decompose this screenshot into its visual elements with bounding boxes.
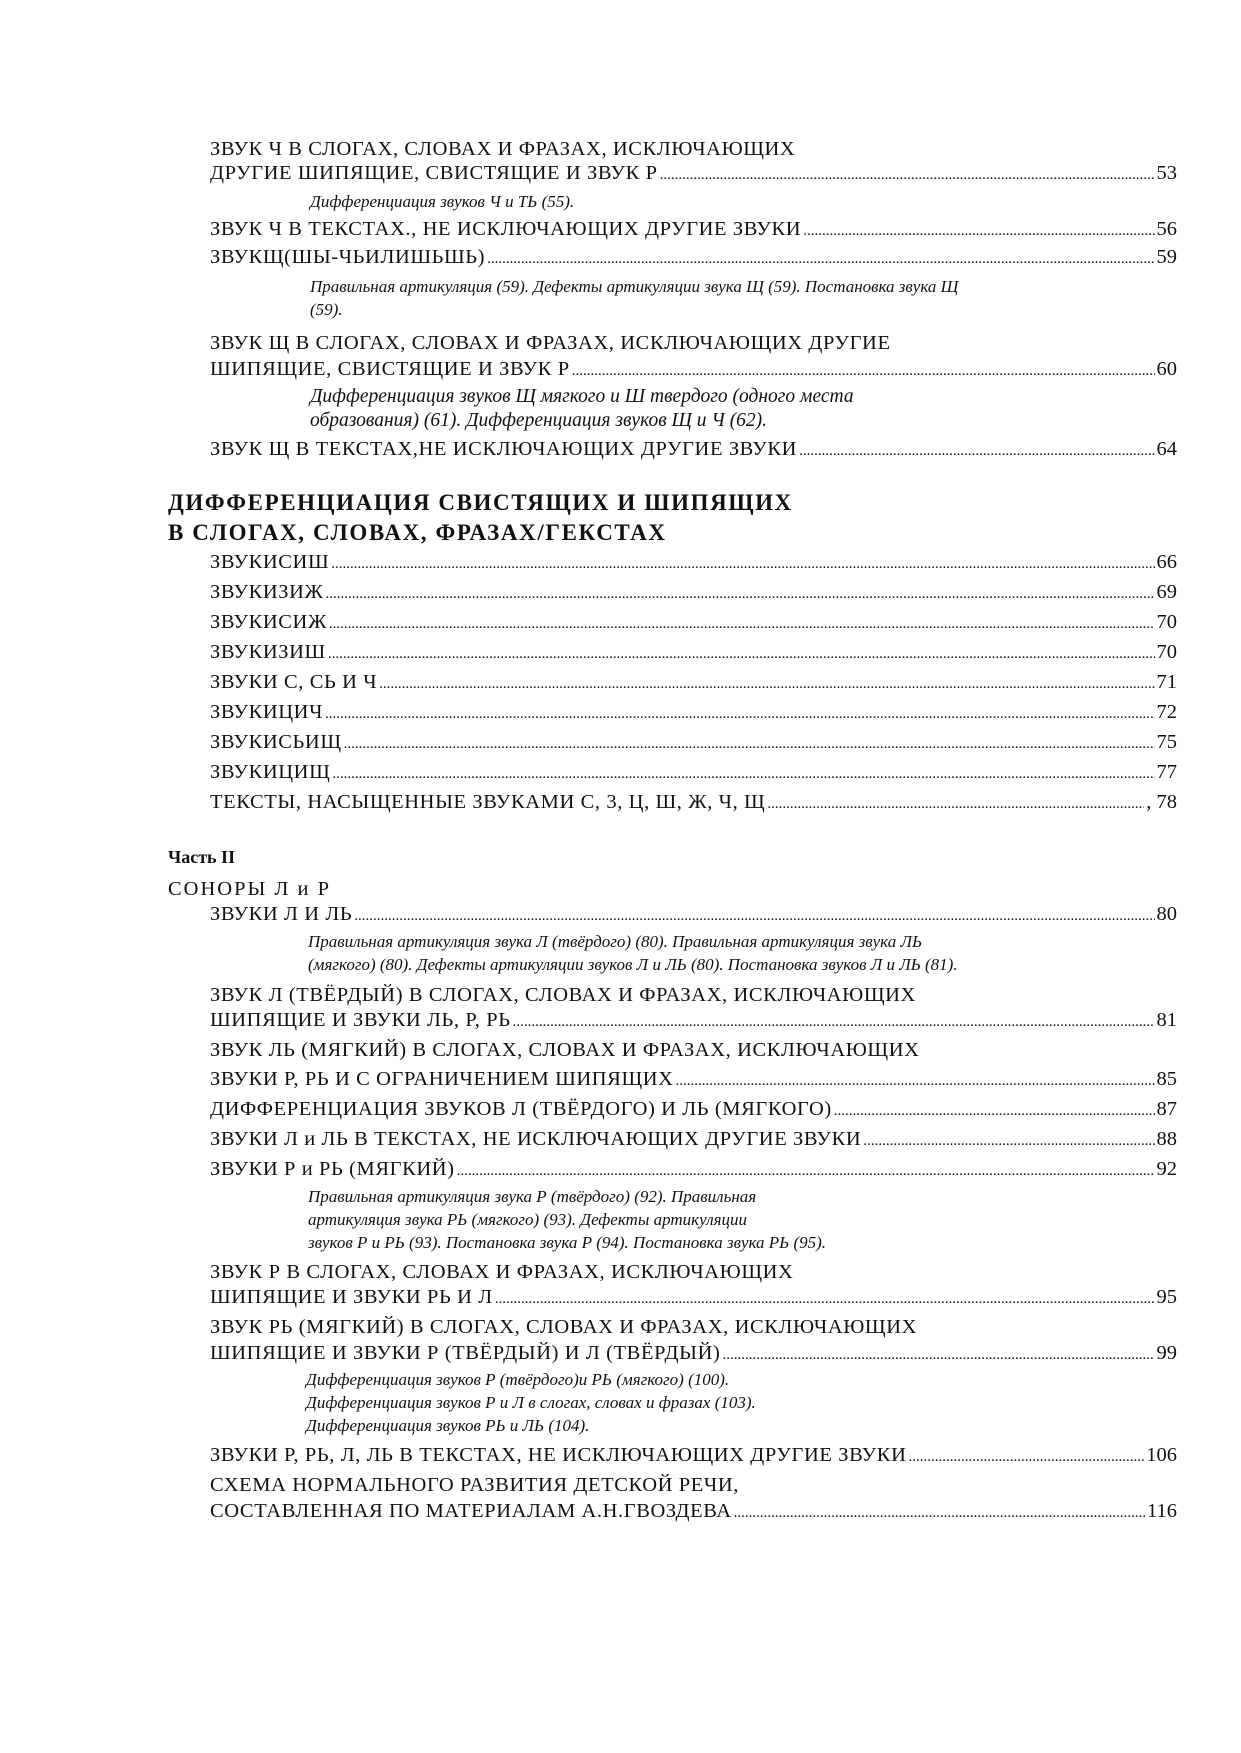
toc-entry[interactable] (210, 551, 1177, 574)
toc-entry-note: (мягкого) (80). Дефекты артикуляции звуков Л и ЛЬ (80). Постановка звуков Л и ЛЬ (81). (308, 955, 958, 974)
toc-entry-title: ШИПЯЩИЕ И ЗВУКИ РЬ И Л (210, 1286, 493, 1308)
toc-entry-page: 85 (1156, 1068, 1177, 1090)
toc-entry[interactable] (210, 1286, 1177, 1309)
toc-entry-title: ЗВУКИСИЖ (210, 611, 327, 633)
toc-entry-note: артикуляция звука РЬ (мягкого) (93). Дефекты артикуляции (308, 1210, 748, 1229)
toc-entry[interactable] (210, 761, 1177, 784)
toc-entry-page: 99 (1156, 1342, 1177, 1364)
dot-leader (331, 556, 1154, 573)
toc-entry-title: ЗВУКИ Р, РЬ, Л, ЛЬ В ТЕКСТАХ, НЕ ИСКЛЮЧАЮЩИХ ДРУГИЕ ЗВУКИ (210, 1444, 907, 1466)
toc-entry-page: 87 (1156, 1098, 1177, 1120)
toc-entry-page: 70 (1156, 641, 1177, 663)
toc-entry[interactable] (210, 611, 1177, 634)
toc-entry-title: ЗВУКИ Р, РЬ И С ОГРАНИЧЕНИЕМ ШИПЯЩИХ (210, 1068, 674, 1090)
toc-entry[interactable] (210, 641, 1177, 664)
toc-entry-title: ЗВУКИ С, СЬ И Ч (210, 671, 378, 693)
dot-leader (329, 616, 1155, 633)
toc-entry-page: 71 (1156, 671, 1177, 693)
toc-entry-title: ЗВУКИЗИШ (210, 641, 326, 663)
toc-entry-note: (59). (310, 300, 343, 319)
toc-entry-title: ЗВУКИЗИЖ (210, 581, 324, 603)
dot-leader (767, 796, 1144, 813)
dot-leader (487, 251, 1154, 268)
toc-entry[interactable] (210, 246, 1177, 269)
toc-entry-page: 116 (1147, 1500, 1177, 1522)
toc-entry-page: 75 (1156, 731, 1177, 753)
toc-entry-title: ШИПЯЩИЕ И ЗВУКИ ЛЬ, Р, РЬ (210, 1009, 511, 1031)
dot-leader (325, 706, 1154, 723)
toc-entry-title: ДИФФЕРЕНЦИАЦИЯ ЗВУКОВ Л (ТВЁРДОГО) И ЛЬ (МЯГКОГО) (210, 1098, 832, 1120)
toc-entry-page: 81 (1156, 1009, 1177, 1031)
toc-entry-page: 53 (1156, 162, 1177, 184)
toc-entry-note: Правильная артикуляция (59). Дефекты артикуляции звука Щ (59). Постановка звука Щ (310, 277, 959, 296)
toc-entry-title: ЗВУКИЦИЧ (210, 701, 324, 723)
dot-leader (326, 586, 1155, 603)
toc-entry-title: ЗВУКИСИШ (210, 551, 330, 573)
toc-entry-note: Дифференциация звуков Ч и ТЬ (55). (310, 192, 575, 211)
toc-entry-note: звуков Р и РЬ (93). Постановка звука Р (94). Постановка звука РЬ (95). (308, 1233, 827, 1252)
toc-entry-title: ДРУГИЕ ШИПЯЩИЕ, СВИСТЯЩИЕ И ЗВУК Р (210, 162, 658, 184)
toc-entry-page: 95 (1156, 1286, 1177, 1308)
toc-entry-title: ШИПЯЩИЕ И ЗВУКИ Р (ТВЁРДЫЙ) И Л (ТВЁРДЫЙ) (210, 1342, 721, 1364)
dot-leader (572, 363, 1155, 380)
dot-leader (676, 1073, 1155, 1090)
toc-entry-page: 106 (1146, 1444, 1177, 1466)
dot-leader (660, 167, 1155, 184)
toc-entry-title: ЗВУКИ Л И ЛЬ (210, 903, 353, 925)
dot-leader (344, 736, 1155, 753)
toc-entry-note: Дифференциация звуков Щ мягкого и Ш твердого (одного места (310, 386, 854, 407)
dot-leader (834, 1103, 1155, 1120)
toc-entry-title: ШИПЯЩИЕ, СВИСТЯЩИЕ И ЗВУК Р (210, 358, 570, 380)
dot-leader (863, 1133, 1154, 1150)
toc-entry-title: ЗВУК Щ В ТЕКСТАХ,НЕ ИСКЛЮЧАЮЩИХ ДРУГИЕ ЗВУКИ (210, 438, 798, 460)
toc-entry[interactable] (210, 1128, 1177, 1151)
dot-leader (328, 646, 1155, 663)
section-heading: ДИФФЕРЕНЦИАЦИЯ СВИСТЯЩИХ И ШИПЯЩИХ (168, 490, 793, 515)
dot-leader (457, 1163, 1155, 1180)
toc-entry-page: 64 (1156, 438, 1177, 460)
toc-entry-title: ЗВУКЩ(ШЫ-ЧЬИЛИШЬШЬ) (210, 246, 486, 268)
toc-entry-title: ЗВУК Ч В ТЕКСТАХ., НЕ ИСКЛЮЧАЮЩИХ ДРУГИЕ ЗВУКИ (210, 218, 802, 240)
toc-entry-title-line: ЗВУК Л (ТВЁРДЫЙ) В СЛОГАХ, СЛОВАХ И ФРАЗАХ, ИСКЛЮЧАЮЩИХ (210, 984, 916, 1006)
toc-entry[interactable] (210, 358, 1177, 381)
toc-entry-page: 70 (1156, 611, 1177, 633)
toc-entry-note: образования) (61). Дифференциация звуков Щ и Ч (62). (310, 410, 768, 431)
toc-entry-title-line: ЗВУК Ч В СЛОГАХ, СЛОВАХ И ФРАЗАХ, ИСКЛЮЧАЮЩИХ (210, 138, 796, 160)
toc-entry-title-line: ЗВУК ЛЬ (МЯГКИЙ) В СЛОГАХ, СЛОВАХ И ФРАЗАХ, ИСКЛЮЧАЮЩИХ (210, 1039, 920, 1061)
toc-entry-page: 66 (1156, 551, 1177, 573)
toc-entry-note: Правильная артикуляция звука Р (твёрдого) (92). Правильная (308, 1187, 757, 1206)
toc-entry[interactable] (210, 1158, 1177, 1181)
toc-entry[interactable] (210, 1342, 1177, 1365)
toc-entry-title-line: СХЕМА НОРМАЛЬНОГО РАЗВИТИЯ ДЕТСКОЙ РЕЧИ, (210, 1474, 739, 1496)
toc-entry[interactable] (210, 791, 1177, 814)
toc-entry-page: 72 (1156, 701, 1177, 723)
toc-entry[interactable] (210, 671, 1177, 694)
toc-entry-title: ЗВУКИЦИЩ (210, 761, 331, 783)
dot-leader (513, 1014, 1155, 1031)
toc-entry[interactable] (210, 438, 1177, 461)
toc-entry[interactable] (210, 1098, 1177, 1121)
dot-leader (354, 908, 1154, 925)
section-heading: В СЛОГАХ, СЛОВАХ, ФРАЗАХ/ГЕКСТАХ (168, 520, 667, 545)
toc-entry[interactable] (210, 1444, 1177, 1467)
toc-entry-title: ЗВУКИ Р и РЬ (МЯГКИЙ) (210, 1158, 455, 1180)
toc-entry[interactable] (210, 701, 1177, 724)
toc-entry-note: Дифференциация звуков Р (твёрдого)и РЬ (мягкого) (100). (306, 1370, 730, 1389)
toc-entry-page: 88 (1156, 1128, 1177, 1150)
toc-entry-note: Дифференциация звуков РЬ и ЛЬ (104). (306, 1416, 590, 1435)
toc-entry-page: 77 (1156, 761, 1177, 783)
toc-entry-page: 69 (1156, 581, 1177, 603)
toc-entry[interactable] (210, 731, 1177, 754)
toc-entry-page: 56 (1156, 218, 1177, 240)
toc-entry-title: СОСТАВЛЕННАЯ ПО МАТЕРИАЛАМ А.Н.ГВОЗДЕВА (210, 1500, 732, 1522)
toc-entry-title-line: ЗВУК РЬ (МЯГКИЙ) В СЛОГАХ, СЛОВАХ И ФРАЗАХ, ИСКЛЮЧАЮЩИХ (210, 1316, 917, 1338)
toc-entry-note: Правильная артикуляция звука Л (твёрдого) (80). Правильная артикуляция звука ЛЬ (308, 932, 922, 951)
dot-leader (722, 1347, 1154, 1364)
toc-entry-page: 59 (1156, 246, 1177, 268)
part-title: СОНОРЫ Л и Р (168, 878, 332, 900)
dot-leader (734, 1505, 1145, 1522)
toc-entry[interactable] (210, 1500, 1177, 1523)
dot-leader (495, 1291, 1155, 1308)
dot-leader (379, 676, 1154, 693)
toc-entry-title: ТЕКСТЫ, НАСЫЩЕННЫЕ ЗВУКАМИ С, 3, Ц, Ш, Ж, Ч, Щ (210, 791, 766, 813)
toc-entry-note: Дифференциация звуков Р и Л в слогах, словах и фразах (103). (306, 1393, 756, 1412)
toc-entry[interactable] (210, 1068, 1177, 1091)
toc-entry-page: , 78 (1146, 791, 1177, 813)
toc-entry-page: 92 (1156, 1158, 1177, 1180)
dot-leader (799, 443, 1154, 460)
toc-entry-title-line: ЗВУК Щ В СЛОГАХ, СЛОВАХ И ФРАЗАХ, ИСКЛЮЧАЮЩИХ ДРУГИЕ (210, 332, 891, 354)
toc-entry-page: 80 (1156, 903, 1177, 925)
toc-entry[interactable] (210, 218, 1177, 241)
part-label: Часть II (168, 847, 236, 867)
dot-leader (803, 223, 1154, 240)
toc-entry[interactable] (210, 903, 1177, 926)
toc-entry-page: 60 (1156, 358, 1177, 380)
dot-leader (332, 766, 1154, 783)
toc-entry[interactable] (210, 581, 1177, 604)
toc-entry-title-line: ЗВУК Р В СЛОГАХ, СЛОВАХ И ФРАЗАХ, ИСКЛЮЧАЮЩИХ (210, 1261, 794, 1283)
toc-entry[interactable] (210, 1009, 1177, 1032)
toc-entry[interactable] (210, 162, 1177, 185)
dot-leader (908, 1449, 1144, 1466)
toc-entry-title: ЗВУКИ Л и ЛЬ В ТЕКСТАХ, НЕ ИСКЛЮЧАЮЩИХ ДРУГИЕ ЗВУКИ (210, 1128, 862, 1150)
toc-entry-title: ЗВУКИСЬИЩ (210, 731, 342, 753)
